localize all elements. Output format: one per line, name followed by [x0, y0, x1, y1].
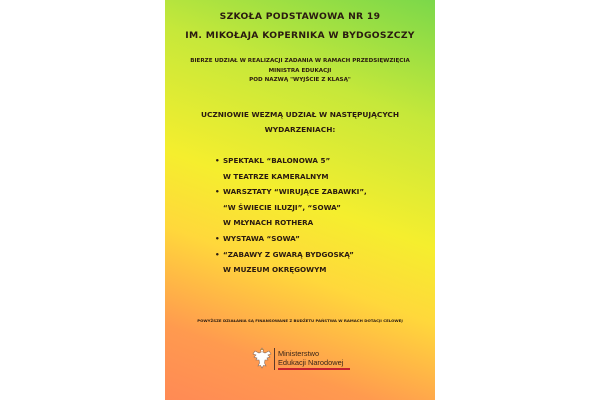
event-item — [215, 231, 423, 247]
event-line: W MUZEUM OKRĘGOWYM — [223, 265, 327, 275]
logo-line2: Edukacji Narodowej — [278, 358, 344, 367]
event-item — [215, 247, 423, 278]
event-line: “W ŚWIECIE ILUZJI”, “SOWA” — [223, 202, 341, 212]
bullet: • — [215, 187, 220, 197]
event-item — [215, 184, 423, 231]
eagle-icon — [252, 346, 272, 372]
heading-line: UCZNIOWIE WEZMĄ UDZIAŁ W NASTĘPUJĄCYCH — [200, 110, 400, 119]
event-line: SPEKTAKL “BALONOWA 5” — [223, 156, 331, 165]
logo-line1: Ministerstwo — [278, 349, 320, 358]
intro-line: MINISTRA EDUKACJI — [268, 67, 332, 74]
bullet: • — [215, 233, 220, 243]
event-line: “ZABAWY Z GWARĄ BYDGOSKĄ” — [223, 249, 354, 259]
events-list — [215, 153, 423, 278]
school-patron: IM. MIKOŁAJA KOPERNIKA W BYDGOSZCZY — [185, 30, 415, 41]
intro-text — [165, 57, 435, 86]
event-item — [215, 153, 423, 184]
event-line: W TEATRZE KAMERALNYM — [223, 171, 329, 181]
logo-underline — [278, 368, 350, 370]
ministry-logo — [252, 344, 362, 374]
event-line: WARSZTATY “WIRUJĄCE ZABAWKI”, — [223, 187, 367, 197]
intro-line: POD NAZWĄ "WYJŚCIE Z KLASĄ" — [249, 77, 351, 83]
bullet: • — [215, 249, 220, 259]
event-line: WYSTAWA “SOWA” — [223, 233, 300, 243]
events-heading — [165, 107, 435, 137]
bullet: • — [215, 156, 220, 165]
logo-text — [278, 349, 343, 367]
funding-note: POWYŻSZE DZIAŁANIA SĄ FINANSOWANE Z BUDŻETU PAŃSTWA W RAMACH DOTACJI CELOWEJ — [197, 318, 403, 323]
event-line: W MŁYNACH ROTHERA — [223, 218, 314, 228]
school-name: SZKOŁA PODSTAWOWA NR 19 — [219, 11, 381, 22]
poster — [165, 0, 435, 400]
heading-line: WYDARZENIACH: — [264, 125, 336, 134]
intro-line: BIERZE UDZIAŁ W REALIZACJI ZADANIA W RAMACH PRZEDSIĘWZIĘCIA — [190, 58, 410, 64]
logo-divider — [274, 348, 275, 370]
